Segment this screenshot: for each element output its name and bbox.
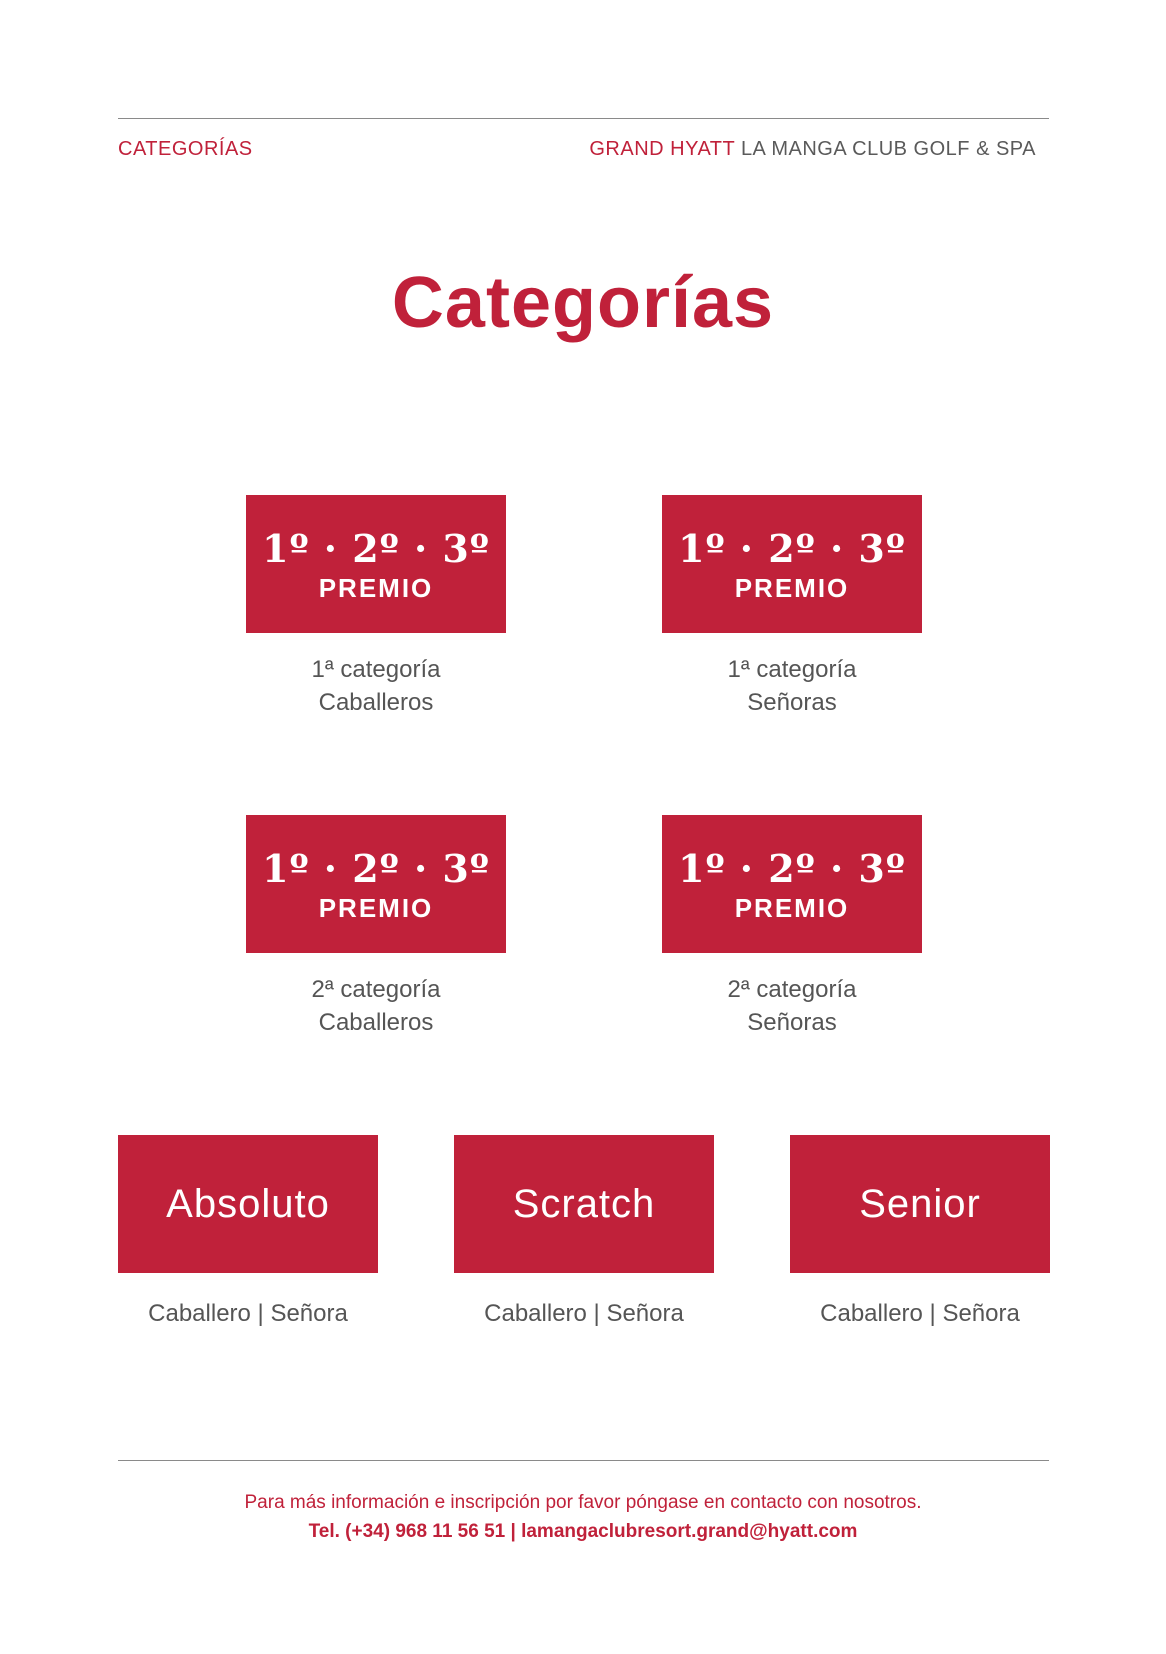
prize-places: 1º · 2º · 3º — [262, 846, 490, 891]
category-box: Senior — [790, 1135, 1050, 1273]
footer-info-text: Para más información e inscripción por favor póngase en contacto con nosotros. — [244, 1492, 922, 1513]
category-gender: Señoras — [747, 689, 837, 716]
category-level: 1ª categoría — [311, 656, 441, 683]
section-label: CATEGORÍAS — [118, 138, 253, 160]
category-gender: Señoras — [747, 1009, 837, 1036]
prize-places: 1º · 2º · 3º — [678, 846, 906, 891]
category-gender: Caballeros — [318, 1009, 434, 1036]
prize-card-1a-senoras — [662, 495, 922, 719]
header-divider — [118, 118, 1049, 119]
prize-card-2a-caballeros — [246, 815, 506, 1039]
prize-caption — [246, 653, 506, 719]
prize-caption — [662, 653, 922, 719]
prize-box — [246, 495, 506, 633]
prize-box — [246, 815, 506, 953]
category-caption: Caballero | Señora — [148, 1300, 348, 1327]
page-title: Categorías — [391, 263, 775, 343]
category-level: 1ª categoría — [727, 656, 857, 683]
category-level: 2ª categoría — [727, 976, 857, 1003]
prize-card-2a-senoras — [662, 815, 922, 1039]
category-box: Scratch — [454, 1135, 714, 1273]
category-gender: Caballeros — [318, 689, 434, 716]
footer — [0, 1488, 1166, 1546]
brand-name: GRAND HYATT — [589, 138, 735, 160]
category-level: 2ª categoría — [311, 976, 441, 1003]
prize-places: 1º · 2º · 3º — [678, 526, 906, 571]
prize-label: PREMIO — [734, 893, 850, 923]
category-box: Absoluto — [118, 1135, 378, 1273]
category-caption: Caballero | Señora — [820, 1300, 1020, 1327]
prize-label: PREMIO — [318, 573, 434, 603]
header-venue — [589, 138, 1036, 161]
prize-caption — [246, 973, 506, 1039]
prize-label: PREMIO — [734, 573, 850, 603]
footer-divider — [118, 1460, 1049, 1461]
prize-card-1a-caballeros — [246, 495, 506, 719]
category-scratch — [454, 1135, 714, 1330]
prize-places: 1º · 2º · 3º — [262, 526, 490, 571]
category-caption: Caballero | Señora — [484, 1300, 684, 1327]
category-absoluto — [118, 1135, 378, 1330]
prize-box — [662, 495, 922, 633]
footer-contact: Tel. (+34) 968 11 56 51 | lamangaclubresort.grand@hyatt.com — [308, 1521, 858, 1542]
venue-name: LA MANGA CLUB GOLF & SPA — [740, 138, 1036, 160]
prize-caption — [662, 973, 922, 1039]
prize-label: PREMIO — [318, 893, 434, 923]
category-senior — [790, 1135, 1050, 1330]
prize-box — [662, 815, 922, 953]
